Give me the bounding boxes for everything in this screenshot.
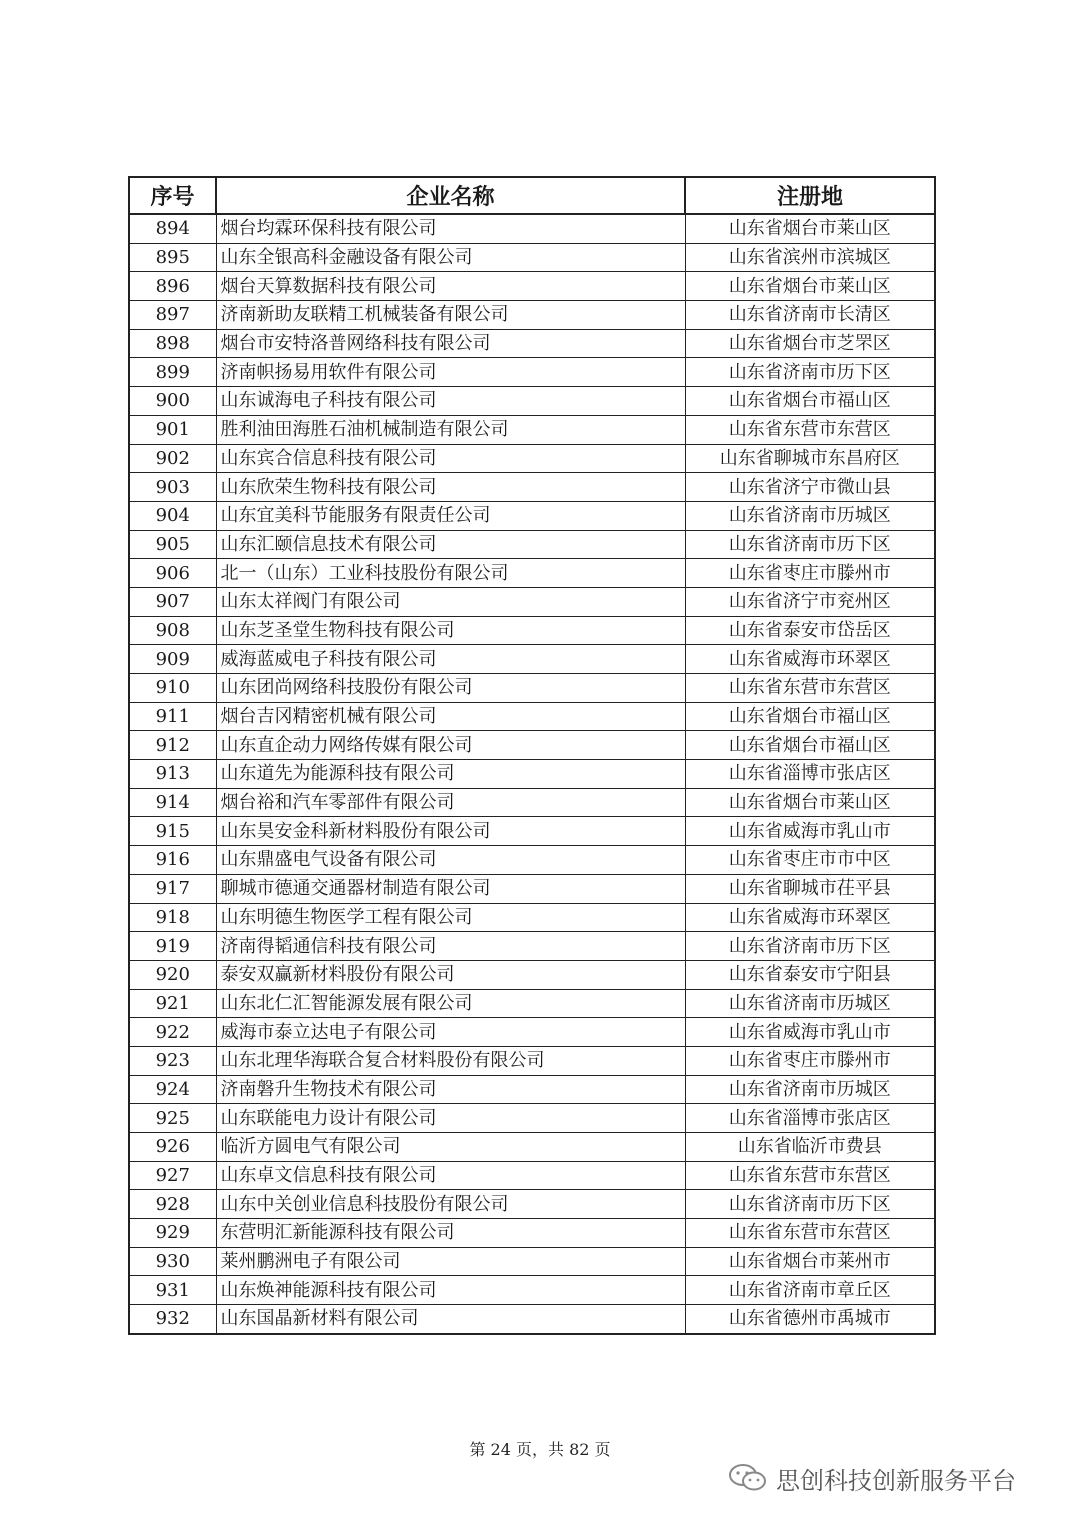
cell-company-name: 济南磐升生物技术有限公司 [216, 1075, 685, 1104]
cell-serial-number: 923 [129, 1046, 216, 1075]
cell-serial-number: 925 [129, 1104, 216, 1133]
cell-company-name: 山东宜美科节能服务有限责任公司 [216, 501, 685, 530]
table-header-row [129, 177, 935, 214]
cell-serial-number: 900 [129, 387, 216, 416]
table-row [129, 1190, 935, 1219]
header-registered-location: 注册地 [685, 177, 935, 214]
cell-serial-number: 902 [129, 444, 216, 473]
table-row [129, 1247, 935, 1276]
cell-registered-location: 山东省威海市乳山市 [685, 1018, 935, 1047]
cell-company-name: 泰安双赢新材料股份有限公司 [216, 960, 685, 989]
cell-serial-number: 932 [129, 1305, 216, 1334]
cell-registered-location: 山东省烟台市莱山区 [685, 214, 935, 243]
cell-serial-number: 907 [129, 587, 216, 616]
table-row [129, 616, 935, 645]
cell-serial-number: 915 [129, 817, 216, 846]
cell-company-name: 威海市泰立达电子有限公司 [216, 1018, 685, 1047]
header-serial-number: 序号 [129, 177, 216, 214]
cell-company-name: 山东国晶新材料有限公司 [216, 1305, 685, 1334]
cell-registered-location: 山东省济南市历下区 [685, 530, 935, 559]
cell-serial-number: 921 [129, 989, 216, 1018]
cell-company-name: 北一（山东）工业科技股份有限公司 [216, 559, 685, 588]
cell-registered-location: 山东省东营市东营区 [685, 1219, 935, 1248]
cell-company-name: 济南帜扬易用软件有限公司 [216, 358, 685, 387]
cell-registered-location: 山东省威海市乳山市 [685, 817, 935, 846]
cell-serial-number: 908 [129, 616, 216, 645]
cell-serial-number: 922 [129, 1018, 216, 1047]
table-row [129, 846, 935, 875]
cell-registered-location: 山东省滨州市滨城区 [685, 243, 935, 272]
cell-registered-location: 山东省枣庄市滕州市 [685, 1046, 935, 1075]
cell-company-name: 烟台均霖环保科技有限公司 [216, 214, 685, 243]
cell-company-name: 东营明汇新能源科技有限公司 [216, 1219, 685, 1248]
cell-company-name: 聊城市德通交通器材制造有限公司 [216, 874, 685, 903]
table-row [129, 1133, 935, 1162]
cell-serial-number: 899 [129, 358, 216, 387]
cell-serial-number: 927 [129, 1161, 216, 1190]
cell-registered-location: 山东省济南市历下区 [685, 932, 935, 961]
cell-company-name: 胜利油田海胜石油机械制造有限公司 [216, 415, 685, 444]
cell-company-name: 山东中关创业信息科技股份有限公司 [216, 1190, 685, 1219]
cell-serial-number: 919 [129, 932, 216, 961]
cell-company-name: 山东汇颐信息技术有限公司 [216, 530, 685, 559]
cell-serial-number: 916 [129, 846, 216, 875]
cell-registered-location: 山东省烟台市莱山区 [685, 788, 935, 817]
cell-serial-number: 895 [129, 243, 216, 272]
table-row [129, 243, 935, 272]
cell-registered-location: 山东省东营市东营区 [685, 674, 935, 703]
cell-company-name: 山东欣荣生物科技有限公司 [216, 473, 685, 502]
cell-company-name: 威海蓝威电子科技有限公司 [216, 645, 685, 674]
company-table [128, 176, 936, 1335]
cell-company-name: 烟台吉冈精密机械有限公司 [216, 702, 685, 731]
cell-company-name: 临沂方圆电气有限公司 [216, 1133, 685, 1162]
table-row [129, 1219, 935, 1248]
table-row [129, 1046, 935, 1075]
page-number: 第 24 页，共 82 页 [469, 1440, 611, 1459]
table-row [129, 415, 935, 444]
cell-serial-number: 898 [129, 329, 216, 358]
table-row [129, 702, 935, 731]
cell-serial-number: 926 [129, 1133, 216, 1162]
cell-serial-number: 896 [129, 272, 216, 301]
table-row [129, 301, 935, 330]
cell-serial-number: 897 [129, 301, 216, 330]
cell-serial-number: 904 [129, 501, 216, 530]
cell-company-name: 山东北仁汇智能源发展有限公司 [216, 989, 685, 1018]
table-row [129, 501, 935, 530]
cell-serial-number: 918 [129, 903, 216, 932]
cell-company-name: 山东明德生物医学工程有限公司 [216, 903, 685, 932]
cell-serial-number: 914 [129, 788, 216, 817]
table-row [129, 1161, 935, 1190]
table-row [129, 387, 935, 416]
table-row [129, 358, 935, 387]
wechat-icon [728, 1463, 768, 1493]
cell-company-name: 济南新助友联精工机械装备有限公司 [216, 301, 685, 330]
cell-serial-number: 913 [129, 760, 216, 789]
cell-registered-location: 山东省德州市禹城市 [685, 1305, 935, 1334]
cell-serial-number: 911 [129, 702, 216, 731]
table-row [129, 1075, 935, 1104]
table-row [129, 674, 935, 703]
cell-company-name: 济南得韬通信科技有限公司 [216, 932, 685, 961]
cell-company-name: 山东太祥阀门有限公司 [216, 587, 685, 616]
cell-registered-location: 山东省聊城市东昌府区 [685, 444, 935, 473]
cell-registered-location: 山东省济南市历城区 [685, 501, 935, 530]
cell-serial-number: 905 [129, 530, 216, 559]
table-row [129, 444, 935, 473]
cell-serial-number: 901 [129, 415, 216, 444]
cell-company-name: 山东联能电力设计有限公司 [216, 1104, 685, 1133]
table-row [129, 1104, 935, 1133]
table-row [129, 1305, 935, 1334]
cell-registered-location: 山东省东营市东营区 [685, 415, 935, 444]
cell-company-name: 山东昊安金科新材料股份有限公司 [216, 817, 685, 846]
table-row [129, 932, 935, 961]
cell-registered-location: 山东省烟台市福山区 [685, 387, 935, 416]
cell-company-name: 山东卓文信息科技有限公司 [216, 1161, 685, 1190]
cell-registered-location: 山东省济南市历城区 [685, 1075, 935, 1104]
company-table-container [128, 176, 934, 1335]
table-row [129, 473, 935, 502]
cell-registered-location: 山东省淄博市张店区 [685, 1104, 935, 1133]
table-row [129, 214, 935, 243]
cell-company-name: 山东焕神能源科技有限公司 [216, 1276, 685, 1305]
cell-company-name: 山东全银高科金融设备有限公司 [216, 243, 685, 272]
table-row [129, 272, 935, 301]
cell-registered-location: 山东省聊城市茌平县 [685, 874, 935, 903]
cell-registered-location: 山东省济南市历下区 [685, 358, 935, 387]
cell-company-name: 山东芝圣堂生物科技有限公司 [216, 616, 685, 645]
cell-serial-number: 929 [129, 1219, 216, 1248]
cell-registered-location: 山东省泰安市宁阳县 [685, 960, 935, 989]
table-row [129, 530, 935, 559]
cell-registered-location: 山东省威海市环翠区 [685, 903, 935, 932]
table-row [129, 989, 935, 1018]
table-row [129, 788, 935, 817]
cell-company-name: 莱州鹏洲电子有限公司 [216, 1247, 685, 1276]
cell-registered-location: 山东省济宁市兖州区 [685, 587, 935, 616]
cell-registered-location: 山东省威海市环翠区 [685, 645, 935, 674]
cell-serial-number: 924 [129, 1075, 216, 1104]
cell-registered-location: 山东省济南市长清区 [685, 301, 935, 330]
cell-registered-location: 山东省烟台市芝罘区 [685, 329, 935, 358]
cell-company-name: 山东北理华海联合复合材料股份有限公司 [216, 1046, 685, 1075]
table-row [129, 817, 935, 846]
cell-company-name: 山东团尚网络科技股份有限公司 [216, 674, 685, 703]
cell-registered-location: 山东省烟台市莱山区 [685, 272, 935, 301]
table-row [129, 587, 935, 616]
cell-serial-number: 920 [129, 960, 216, 989]
cell-registered-location: 山东省烟台市莱州市 [685, 1247, 935, 1276]
table-row [129, 874, 935, 903]
cell-registered-location: 山东省济南市章丘区 [685, 1276, 935, 1305]
watermark [728, 1458, 1016, 1498]
table-row [129, 760, 935, 789]
cell-company-name: 山东道先为能源科技有限公司 [216, 760, 685, 789]
table-row [129, 645, 935, 674]
cell-registered-location: 山东省济南市历城区 [685, 989, 935, 1018]
table-row [129, 1018, 935, 1047]
cell-serial-number: 894 [129, 214, 216, 243]
cell-registered-location: 山东省烟台市福山区 [685, 702, 935, 731]
cell-registered-location: 山东省淄博市张店区 [685, 760, 935, 789]
cell-registered-location: 山东省东营市东营区 [685, 1161, 935, 1190]
cell-serial-number: 928 [129, 1190, 216, 1219]
cell-registered-location: 山东省烟台市福山区 [685, 731, 935, 760]
cell-serial-number: 903 [129, 473, 216, 502]
table-row [129, 960, 935, 989]
table-row [129, 731, 935, 760]
cell-company-name: 烟台裕和汽车零部件有限公司 [216, 788, 685, 817]
table-row [129, 559, 935, 588]
cell-serial-number: 909 [129, 645, 216, 674]
cell-company-name: 山东鼎盛电气设备有限公司 [216, 846, 685, 875]
cell-serial-number: 906 [129, 559, 216, 588]
table-row [129, 1276, 935, 1305]
cell-serial-number: 930 [129, 1247, 216, 1276]
cell-serial-number: 917 [129, 874, 216, 903]
header-company-name: 企业名称 [216, 177, 685, 214]
cell-company-name: 山东诚海电子科技有限公司 [216, 387, 685, 416]
cell-registered-location: 山东省枣庄市市中区 [685, 846, 935, 875]
cell-company-name: 烟台市安特洛普网络科技有限公司 [216, 329, 685, 358]
cell-serial-number: 931 [129, 1276, 216, 1305]
table-row [129, 329, 935, 358]
cell-serial-number: 912 [129, 731, 216, 760]
cell-company-name: 烟台天算数据科技有限公司 [216, 272, 685, 301]
cell-company-name: 山东宾合信息科技有限公司 [216, 444, 685, 473]
cell-company-name: 山东直企动力网络传媒有限公司 [216, 731, 685, 760]
table-row [129, 903, 935, 932]
watermark-text: 思创科技创新服务平台 [776, 1466, 1016, 1495]
cell-registered-location: 山东省临沂市费县 [685, 1133, 935, 1162]
table-body [129, 214, 935, 1334]
cell-registered-location: 山东省济宁市微山县 [685, 473, 935, 502]
cell-registered-location: 山东省泰安市岱岳区 [685, 616, 935, 645]
cell-registered-location: 山东省枣庄市滕州市 [685, 559, 935, 588]
cell-registered-location: 山东省济南市历下区 [685, 1190, 935, 1219]
cell-serial-number: 910 [129, 674, 216, 703]
